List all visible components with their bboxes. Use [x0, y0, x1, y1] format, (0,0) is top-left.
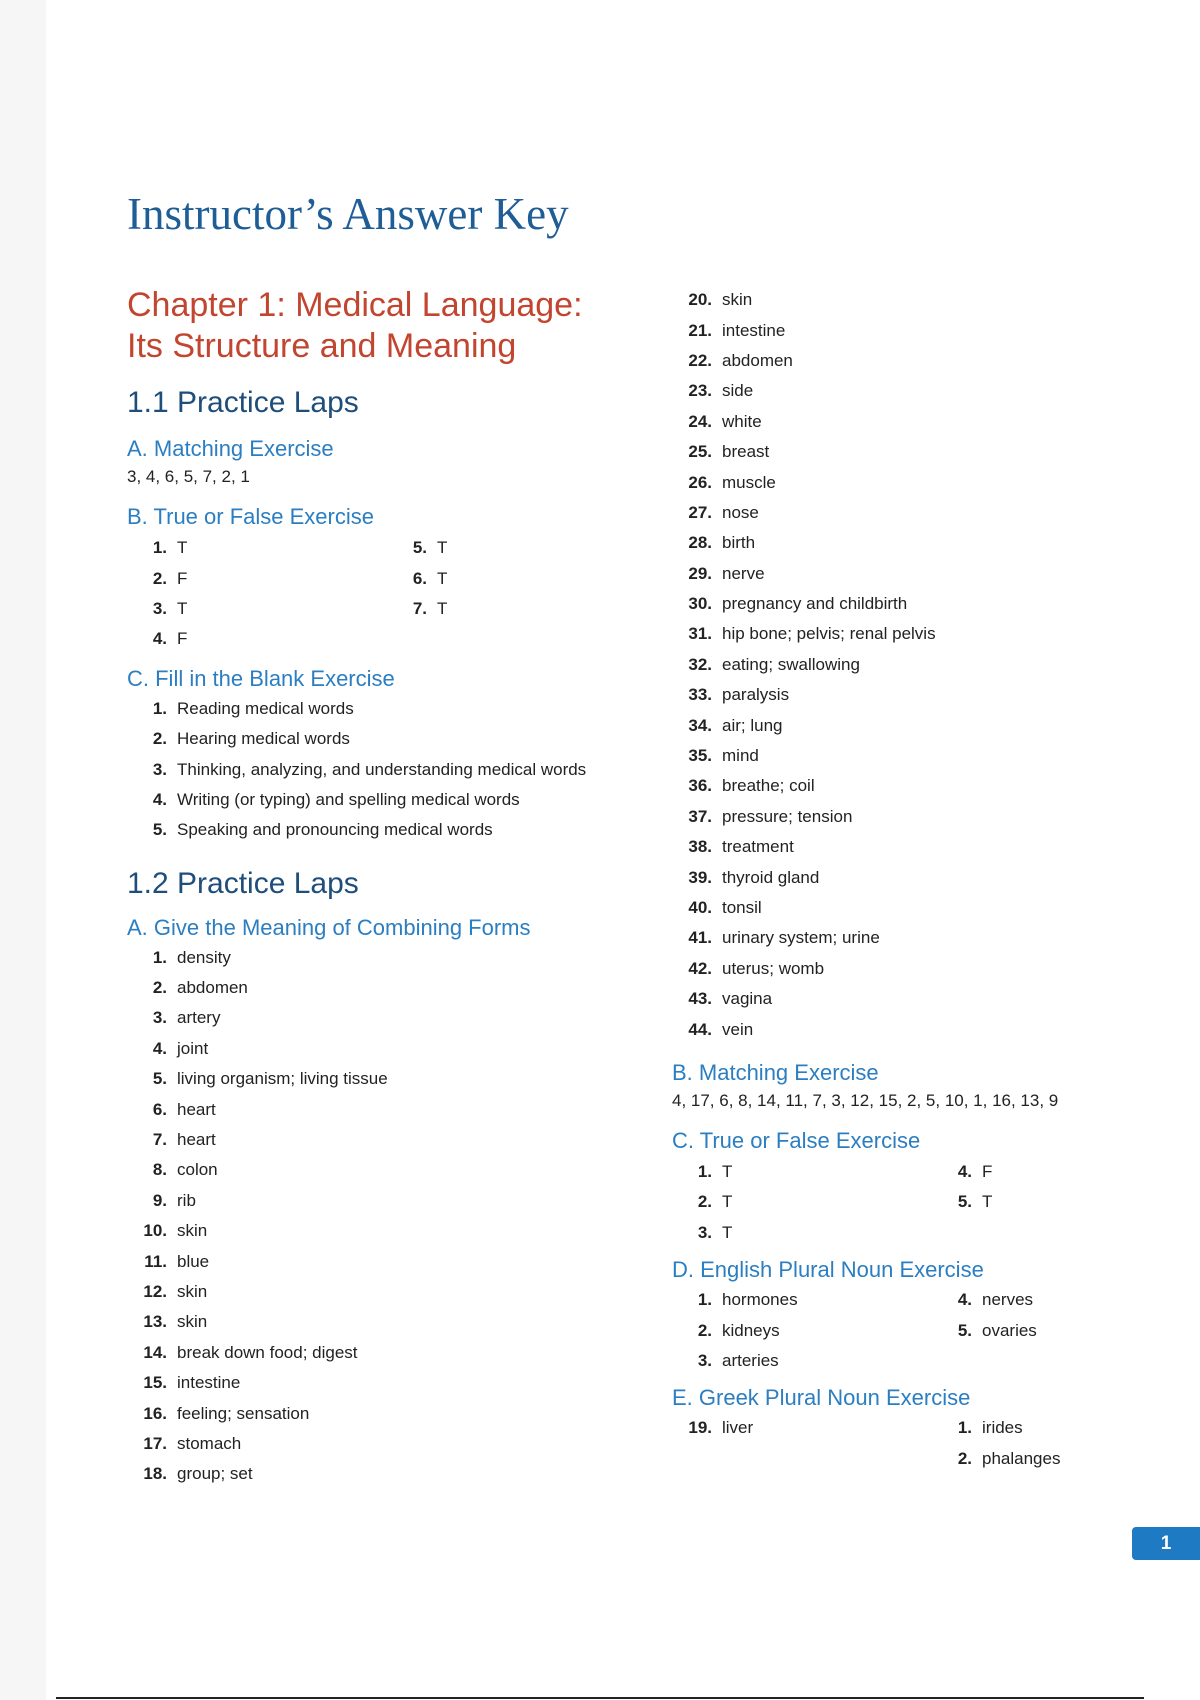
list-item: 34. air; lung [688, 715, 783, 735]
list-item: 11. blue [144, 1251, 210, 1271]
s12-matching-answers: 4, 17, 6, 8, 14, 11, 7, 3, 12, 15, 2, 5, 10, 1, 16, 13, 9 [672, 1090, 1059, 1110]
list-item: 27. nose [688, 502, 759, 522]
list-item: 6. T [412, 568, 448, 588]
list-item: 17. stomach [143, 1433, 242, 1453]
page-title: Instructor’s Answer Key [127, 189, 569, 239]
list-item: 38. treatment [688, 837, 794, 857]
list-item: 6. heart [152, 1099, 216, 1119]
list-item: 7. heart [152, 1130, 216, 1150]
list-item: 26. muscle [688, 472, 776, 492]
list-item: 25. breast [688, 442, 770, 462]
section-1-1-title: 1.1 Practice Laps [127, 386, 359, 419]
list-item: 3. arteries [697, 1350, 779, 1370]
chapter-title [127, 285, 647, 367]
list-item: 3. artery [152, 1008, 221, 1028]
list-item: 23. side [688, 381, 754, 401]
list-item: 5. T [412, 538, 448, 558]
list-item: 3. T [697, 1222, 733, 1242]
list-item: 5. T [957, 1192, 993, 1212]
s12-combining-forms-list-continued [672, 285, 1172, 1045]
list-item: 42. uterus; womb [688, 958, 825, 978]
list-item: 30. pregnancy and childbirth [688, 594, 908, 614]
list-item: 5. Speaking and pronouncing medical words [152, 820, 493, 840]
s12-tf-col1 [672, 1157, 932, 1248]
list-item: 33. paralysis [688, 685, 790, 705]
list-item: 10. skin [143, 1221, 208, 1241]
list-item: 4. joint [152, 1038, 209, 1058]
list-item: 22. abdomen [688, 350, 793, 370]
list-item: 40. tonsil [688, 898, 762, 917]
s11-tf-col1 [127, 533, 387, 655]
list-item: 12. skin [143, 1282, 208, 1301]
list-item: 8. colon [152, 1160, 218, 1180]
list-item: 15. intestine [143, 1373, 241, 1393]
list-item: 32. eating; swallowing [688, 654, 860, 674]
s12-true-false-title: C. True or False Exercise [672, 1127, 921, 1153]
s11-tf-col2 [387, 533, 447, 655]
list-item: 2. F [152, 568, 188, 588]
list-item: 5. ovaries [957, 1320, 1037, 1340]
s12-combining-forms-title: A. Give the Meaning of Combining Forms [127, 914, 531, 940]
list-item: 37. pressure; tension [688, 806, 853, 826]
chapter-title-line2: Its Structure and Meaning [127, 327, 517, 365]
list-item: 1. T [697, 1161, 733, 1181]
s12-matching-title: B. Matching Exercise [672, 1059, 879, 1085]
list-item: 13. skin [143, 1312, 208, 1332]
list-item: 5. living organism; living tissue [152, 1069, 388, 1089]
list-item: 4. F [152, 629, 188, 649]
list-item: 4. Writing (or typing) and spelling medical words [152, 789, 520, 809]
s11-fill-blank-title: C. Fill in the Blank Exercise [127, 665, 395, 691]
list-item: 36. breathe; coil [688, 776, 815, 796]
list-item: 18. group; set [143, 1464, 253, 1484]
list-item: 7. T [412, 598, 448, 618]
bottom-divider [56, 1697, 1144, 1699]
s12-combining-forms-list [127, 943, 647, 1490]
list-item: 19. liver [688, 1418, 754, 1438]
list-item: 2. T [697, 1192, 733, 1212]
s12-english-plural-title: D. English Plural Noun Exercise [672, 1256, 984, 1282]
s11-matching-answers: 3, 4, 6, 5, 7, 2, 1 [127, 467, 250, 486]
s11-fill-blank-list [127, 694, 647, 846]
list-item: 3. T [152, 598, 188, 618]
s12-greek-plural-answers [672, 1413, 1172, 1474]
list-item: 43. vagina [688, 989, 773, 1009]
list-item: 41. urinary system; urine [688, 928, 880, 948]
s11-true-false-answers [127, 533, 647, 655]
list-item: 3. Thinking, analyzing, and understanding medical words [152, 759, 587, 779]
s12-english-plural-answers [672, 1285, 1172, 1376]
list-item: 39. thyroid gland [688, 867, 820, 887]
list-item: 44. vein [688, 1019, 754, 1039]
list-item: 9. rib [152, 1190, 196, 1210]
s12-gp-col2 [932, 1413, 1060, 1474]
right-column [672, 285, 1172, 1474]
list-item: 24. white [688, 411, 762, 431]
list-item: 14. break down food; digest [143, 1342, 358, 1362]
list-item: 1. Reading medical words [152, 698, 354, 718]
list-item: 2. Hearing medical words [152, 729, 350, 749]
list-item: 1. T [152, 538, 188, 558]
list-item: 16. feeling; sensation [143, 1403, 310, 1423]
list-item: 31. hip bone; pelvis; renal pelvis [688, 624, 936, 644]
page-number-tab: 1 [1132, 1527, 1200, 1560]
list-item: 4. nerves [957, 1290, 1034, 1310]
s11-true-false-title: B. True or False Exercise [127, 504, 374, 529]
section-1-2-title: 1.2 Practice Laps [127, 866, 359, 900]
s11-matching-title: A. Matching Exercise [127, 436, 334, 461]
list-item: 1. hormones [697, 1290, 798, 1310]
list-item: 2. phalanges [957, 1448, 1061, 1468]
page-edge-shade [0, 0, 46, 1700]
list-item: 21. intestine [688, 320, 786, 340]
s12-tf-col2 [932, 1157, 992, 1248]
list-item: 2. kidneys [697, 1320, 780, 1340]
list-item: 28. birth [688, 533, 756, 553]
list-item: 4. F [957, 1161, 993, 1181]
list-item: 2. abdomen [152, 978, 248, 998]
s12-gp-col1 [672, 1413, 932, 1474]
s12-ep-col1 [672, 1285, 932, 1376]
list-item: 35. mind [688, 746, 759, 766]
list-item: 20. skin [688, 290, 753, 310]
s12-ep-col2 [932, 1285, 1037, 1376]
left-column [127, 285, 647, 1490]
s12-true-false-answers [672, 1157, 1172, 1248]
s12-greek-plural-title: E. Greek Plural Noun Exercise [672, 1385, 971, 1411]
list-item: 1. density [152, 947, 231, 967]
list-item: 1. irides [957, 1418, 1023, 1438]
chapter-title-line1: Chapter 1: Medical Language: [127, 286, 583, 324]
list-item: 29. nerve [688, 563, 765, 583]
